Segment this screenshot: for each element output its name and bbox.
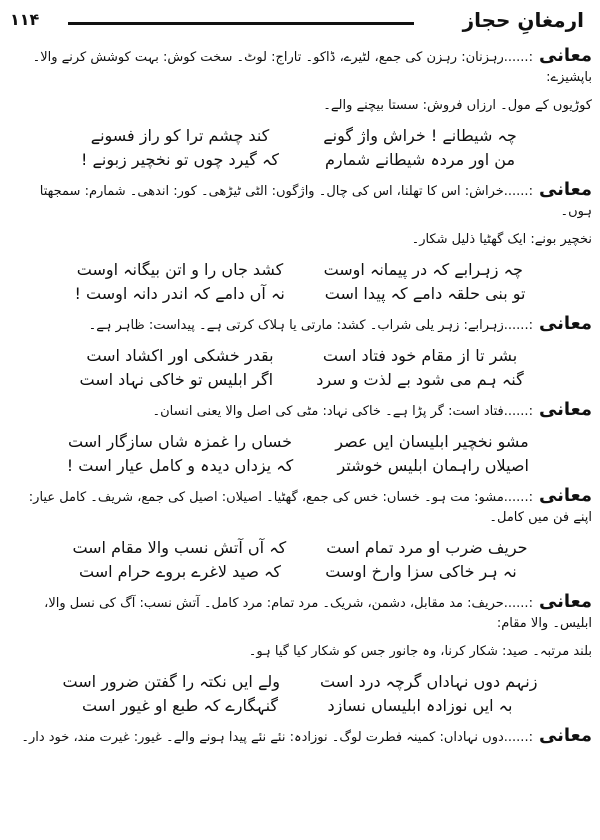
prose-line [8,230,592,250]
hemistich: کہ آں آتش نسب والا مقام است [72,538,287,557]
hemistich: ولے ایں نکتہ را گفتن ضرور است [62,672,280,691]
verse-line [8,124,592,148]
hemistich: گنہ ہم می شود بے لذت و سرد [316,370,524,389]
verse-couplet [8,344,592,392]
page-number: ۱۱۴ [10,10,40,29]
verse-line [8,368,592,392]
hemistich: کہ صید لاغرے بروے حرام است [79,562,281,581]
verse-line [8,148,592,172]
prose-text: :......مشو: مت ہو۔ خساں: خس کی جمع، گھٹیا۔ اصیلاں: اصیل کی جمع، شریف۔ کامل عیار: اپنے فن میں کامل۔ [28,490,592,525]
verse-line [8,536,592,560]
meaning-label: معانی [538,485,592,506]
prose-line [8,96,592,116]
hemistich: اگر ابلیس تو خاکی نہاد است [79,370,274,389]
hemistich: حریف ضرب او مرد تمام است [326,538,528,557]
hemistich: اصیلاں راہمان ابلیس خوشتر [337,456,529,475]
prose-paragraph [8,230,592,250]
prose-paragraph [8,180,592,222]
header-rule [68,22,414,25]
prose-paragraph [8,726,592,748]
meaning-label: معانی [538,45,592,66]
hemistich: چہ شیطانے ! خراش واژ گونے [323,126,517,145]
hemistich: خساں را غمزہ شاں سازگار است [67,432,293,451]
hemistich: تو بنی حلقہ دامے کہ پیدا است [324,284,526,303]
hemistich: نہ آں دامے کہ اندر دانہ اوست ! [74,284,285,303]
meaning-label: معانی [538,313,592,334]
prose-text: :......حریف: مد مقابل، دشمن، شریک۔ مرد تمام: مرد کامل۔ آتش نسب: آگ کی نسل والا، ابلیس۔ والا مقام: [44,596,592,631]
prose-paragraph [8,592,592,634]
prose-paragraph [8,400,592,422]
verse-couplet [8,536,592,584]
hemistich: کہ گیرد چوں تو نخچیر زبونے ! [81,150,279,169]
verse-line [8,454,592,478]
verse-couplet [8,430,592,478]
verse-couplet [8,124,592,172]
prose-paragraph [8,96,592,116]
hemistich: نہ ہر خاکی سزا وارخ اوست [325,562,517,581]
prose-line [8,726,592,748]
hemistich: زنہم دوں نہاداں گرچہ درد است [319,672,538,691]
meaning-label: معانی [538,591,592,612]
verse-line [8,344,592,368]
prose-line [8,46,592,88]
page-content [8,46,592,756]
verse-couplet [8,670,592,718]
meaning-label: معانی [538,399,592,420]
prose-text: بلند مرتبہ۔ صید: شکار کرنا، وہ جانور جس کو شکار کیا گیا ہو۔ [248,644,592,659]
hemistich: بشر تا از مقام خود فتاد است [322,346,518,365]
prose-line [8,400,592,422]
verse-couplet [8,258,592,306]
hemistich: بہ ایں نوزادہ ابلیساں نسازد [327,696,513,715]
hemistich: چہ زہرابے کہ در پیمانہ اوست [323,260,523,279]
prose-line [8,486,592,528]
hemistich: کند چشم ترا کو راز فسونے [90,126,270,145]
hemistich: کشد جاں را و اتن بیگانہ اوست [76,260,284,279]
prose-line [8,180,592,222]
meaning-label: معانی [538,179,592,200]
prose-text: :......خراش: اس کا تھلنا، اس کی چال۔ واژگوں: الٹی ٹیڑھی۔ کور: اندھی۔ شمارم: سمجھتا ہوں۔ [39,184,592,219]
verse-line [8,670,592,694]
prose-text: :......دوں نہاداں: کمینہ فطرت لوگ۔ نوزادہ: نئے نئے پیدا ہونے والے۔ غیور: غیرت مند، خود دار۔ [21,730,533,745]
verse-line [8,560,592,584]
hemistich: من اور مردہ شیطانے شمارم [324,150,516,169]
prose-text: :......زہرابے: زہر یلی شراب۔ کشد: مارتی یا ہلاک کرتی ہے۔ پیداست: ظاہر ہے۔ [88,318,533,333]
book-title: ارمغانِ حجاز [462,8,584,32]
hemistich: کہ یزداں دیدہ و کامل عیار است ! [66,456,294,475]
prose-paragraph [8,314,592,336]
page-header [6,8,594,36]
meaning-label: معانی [538,725,592,746]
verse-line [8,694,592,718]
verse-line [8,430,592,454]
prose-text: کوڑیوں کے مول۔ ارزاں فروش: سستا بیچنے والے۔ [323,98,592,113]
prose-text: :......فتاد است: گر پڑا ہے۔ خاکی نہاد: مٹی کی اصل والا یعنی انسان۔ [152,404,533,419]
prose-line [8,314,592,336]
hemistich: گنہگارے کہ طبع او غیور است [81,696,279,715]
verse-line [8,258,592,282]
prose-text: نخچیر بونے: ایک گھٹیا ذلیل شکار۔ [411,232,592,247]
prose-paragraph [8,486,592,528]
hemistich: بقدر خشکی اور اکشاد است [86,346,274,365]
prose-line [8,642,592,662]
prose-paragraph [8,642,592,662]
hemistich: مشو نخچیر ابلیسان ایں عصر [335,432,529,451]
prose-line [8,592,592,634]
prose-text: :......رہزنان: رہزن کی جمع، لٹیرے، ڈاکو۔ تاراج: لوٹ۔ سخت کوش: بہت کوشش کرنے والا۔ باپشیزے: [32,50,592,85]
prose-paragraph [8,46,592,88]
verse-line [8,282,592,306]
